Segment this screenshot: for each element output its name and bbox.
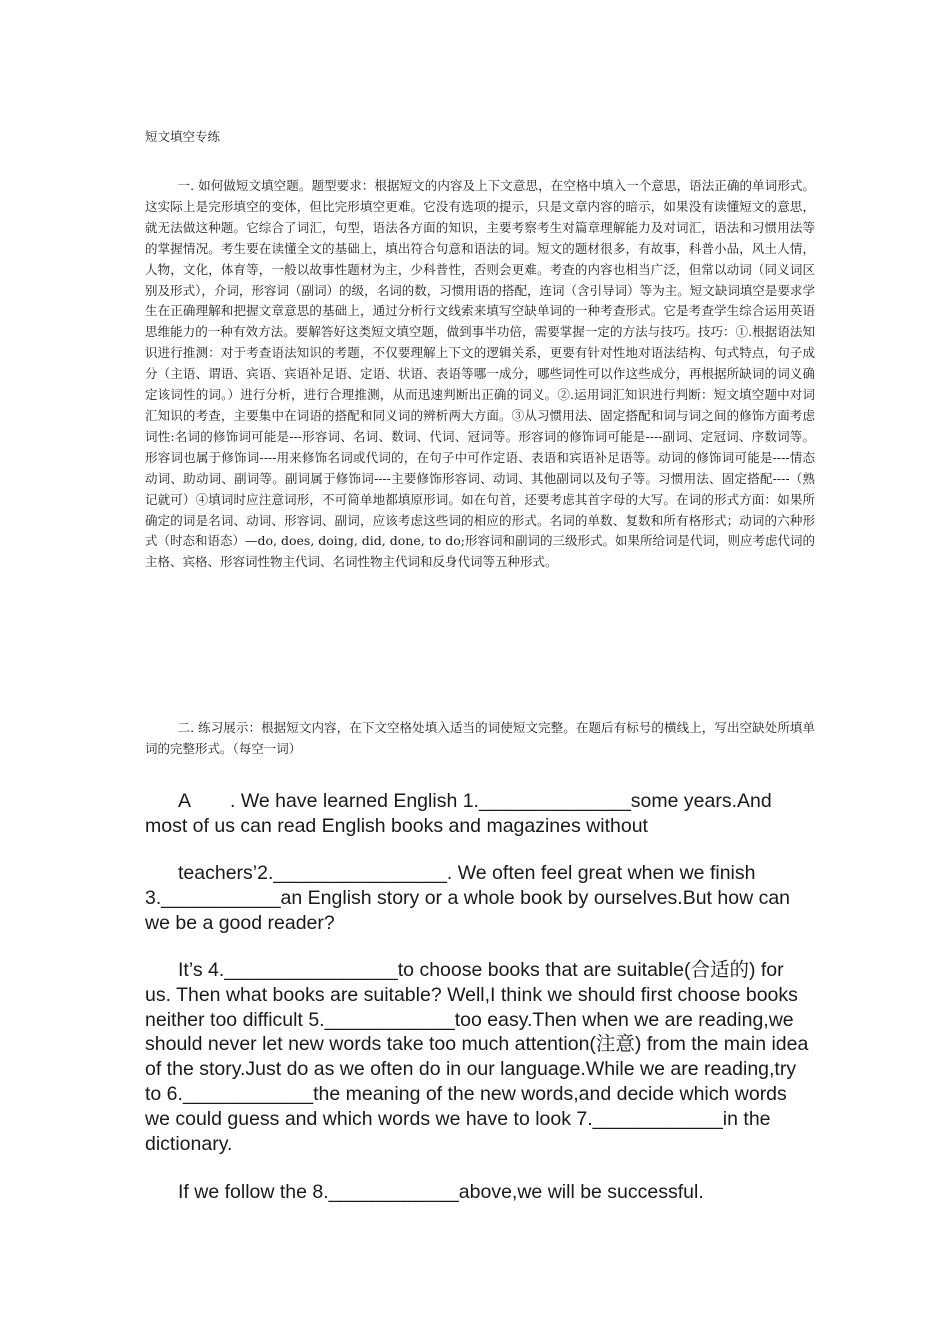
passage-paragraph-4: If we follow the 8.____________above,we will be successful. [178,1181,704,1203]
document-title: 短文填空专练 [145,129,221,144]
passage-paragraph-2: teachers’2.________________. We often feel great when we finish 3.___________an English story or a whole book by ourselves.But how can we be a good reader? [145,862,791,934]
passage-paragraph-1: A . We have learned English 1.______________some years.And most of us can read English books and magazines without [145,790,772,837]
section-two-instructions: 二. 练习展示：根据短文内容，在下文空格处填入适当的词使短文完整。在题后有标号的横线上，写出空缺处所填单词的完整形式。（每空一词） [145,720,815,756]
section-one-instructions: 一. 如何做短文填空题。题型要求：根据短文的内容及上下文意思，在空格中填入一个意思，语法正确的单词形式。这实际上是完形填空的变体，但比完形填空更难。它没有选项的提示，只是文章内容的暗示，如果没有读懂短文的意思，就无法做这种题。它综合了词汇，句型，语法各方面的知识，主要考察考生对篇章理解能力及对词汇，语法和习惯用法等的掌握情况。考生要在读懂全文的基础上，填出符合句意和语法的词。短文的题材很多，有故事，科普小品，风土人情，人物，文化，体育等，一般以故事性题材为主，少科普性，否则会更难。考查的内容也相当广泛，但常以动词（同义词区别及形式），介词，形容词（副词）的级，名词的数，习惯用语的搭配，连词（含引导词）等为主。短文缺词填空是要求学生在正确理解和把握文章意思的基础上，通过分析行文线索来填写空缺单词的一种考查形式。它是考查学生综合运用英语思维能力的一种有效方法。要解答好这类短文填空题，做到事半功倍，需要掌握一定的方法与技巧。技巧：①.根据语法知识进行推测：对于考查语法知识的考题，不仅要理解上下文的逻辑关系，更要有针对性地对语法结构、句式特点，句子成分（主语、谓语、宾语、宾语补足语、定语、状语、表语等哪一成分，哪些词性可以作这些成分，再根据所缺词的词义确定该词性的词。）进行分析，进行合理推测，从而迅速判断出正确的词义。②.运用词汇知识进行判断：短文填空题中对词汇知识的考查，主要集中在词语的搭配和同义词的辨析两大方面。③从习惯用法、固定搭配和词与词之间的修饰方面考虑词性:名词的修饰词可能是---形容词、名词、数词、代词、冠词等。形容词的修饰词可能是----副词、定冠词、序数词等。形容词也属于修饰词----用来修饰名词或代词的，在句子中可作定语、表语和宾语补足语等。动词的修饰词可能是----情态动词、助动词、副词等。副词属于修饰词----主要修饰形容词、动词、其他副词以及句子等。习惯用法、固定搭配----（熟记就可）④填词时应注意词形，不可简单地都填原形词。如在句首，还要考虑其首字母的大写。在词的形式方面：如果所确定的词是名词、动词、形容词、副词，应该考虑这些词的相应的形式。名词的单数、复数和所有格形式；动词的六种形式（时态和语态）—do, does, doing, did, done, to do;形容词和副词的三级形式。如果所给词是代词，则应考虑代词的主格、宾格、形容词性物主代词、名词性物主代词和反身代词等五种形式。 [145,178,815,570]
passage-paragraph-3: It’s 4.________________to choose books that are suitable(合适的) for us. Then what books are suitable? Well,I think we should first choose books neither too difficult 5.____________too easy.Then when we are reading,we should never let new words take too much attention(注意) from the main idea of the story.Just do as we often do in our language.While we are reading,try to 6.____________the meaning of the new words,and decide which words we could guess and which words we have to look 7.____________in the dictionary. [145,959,809,1155]
